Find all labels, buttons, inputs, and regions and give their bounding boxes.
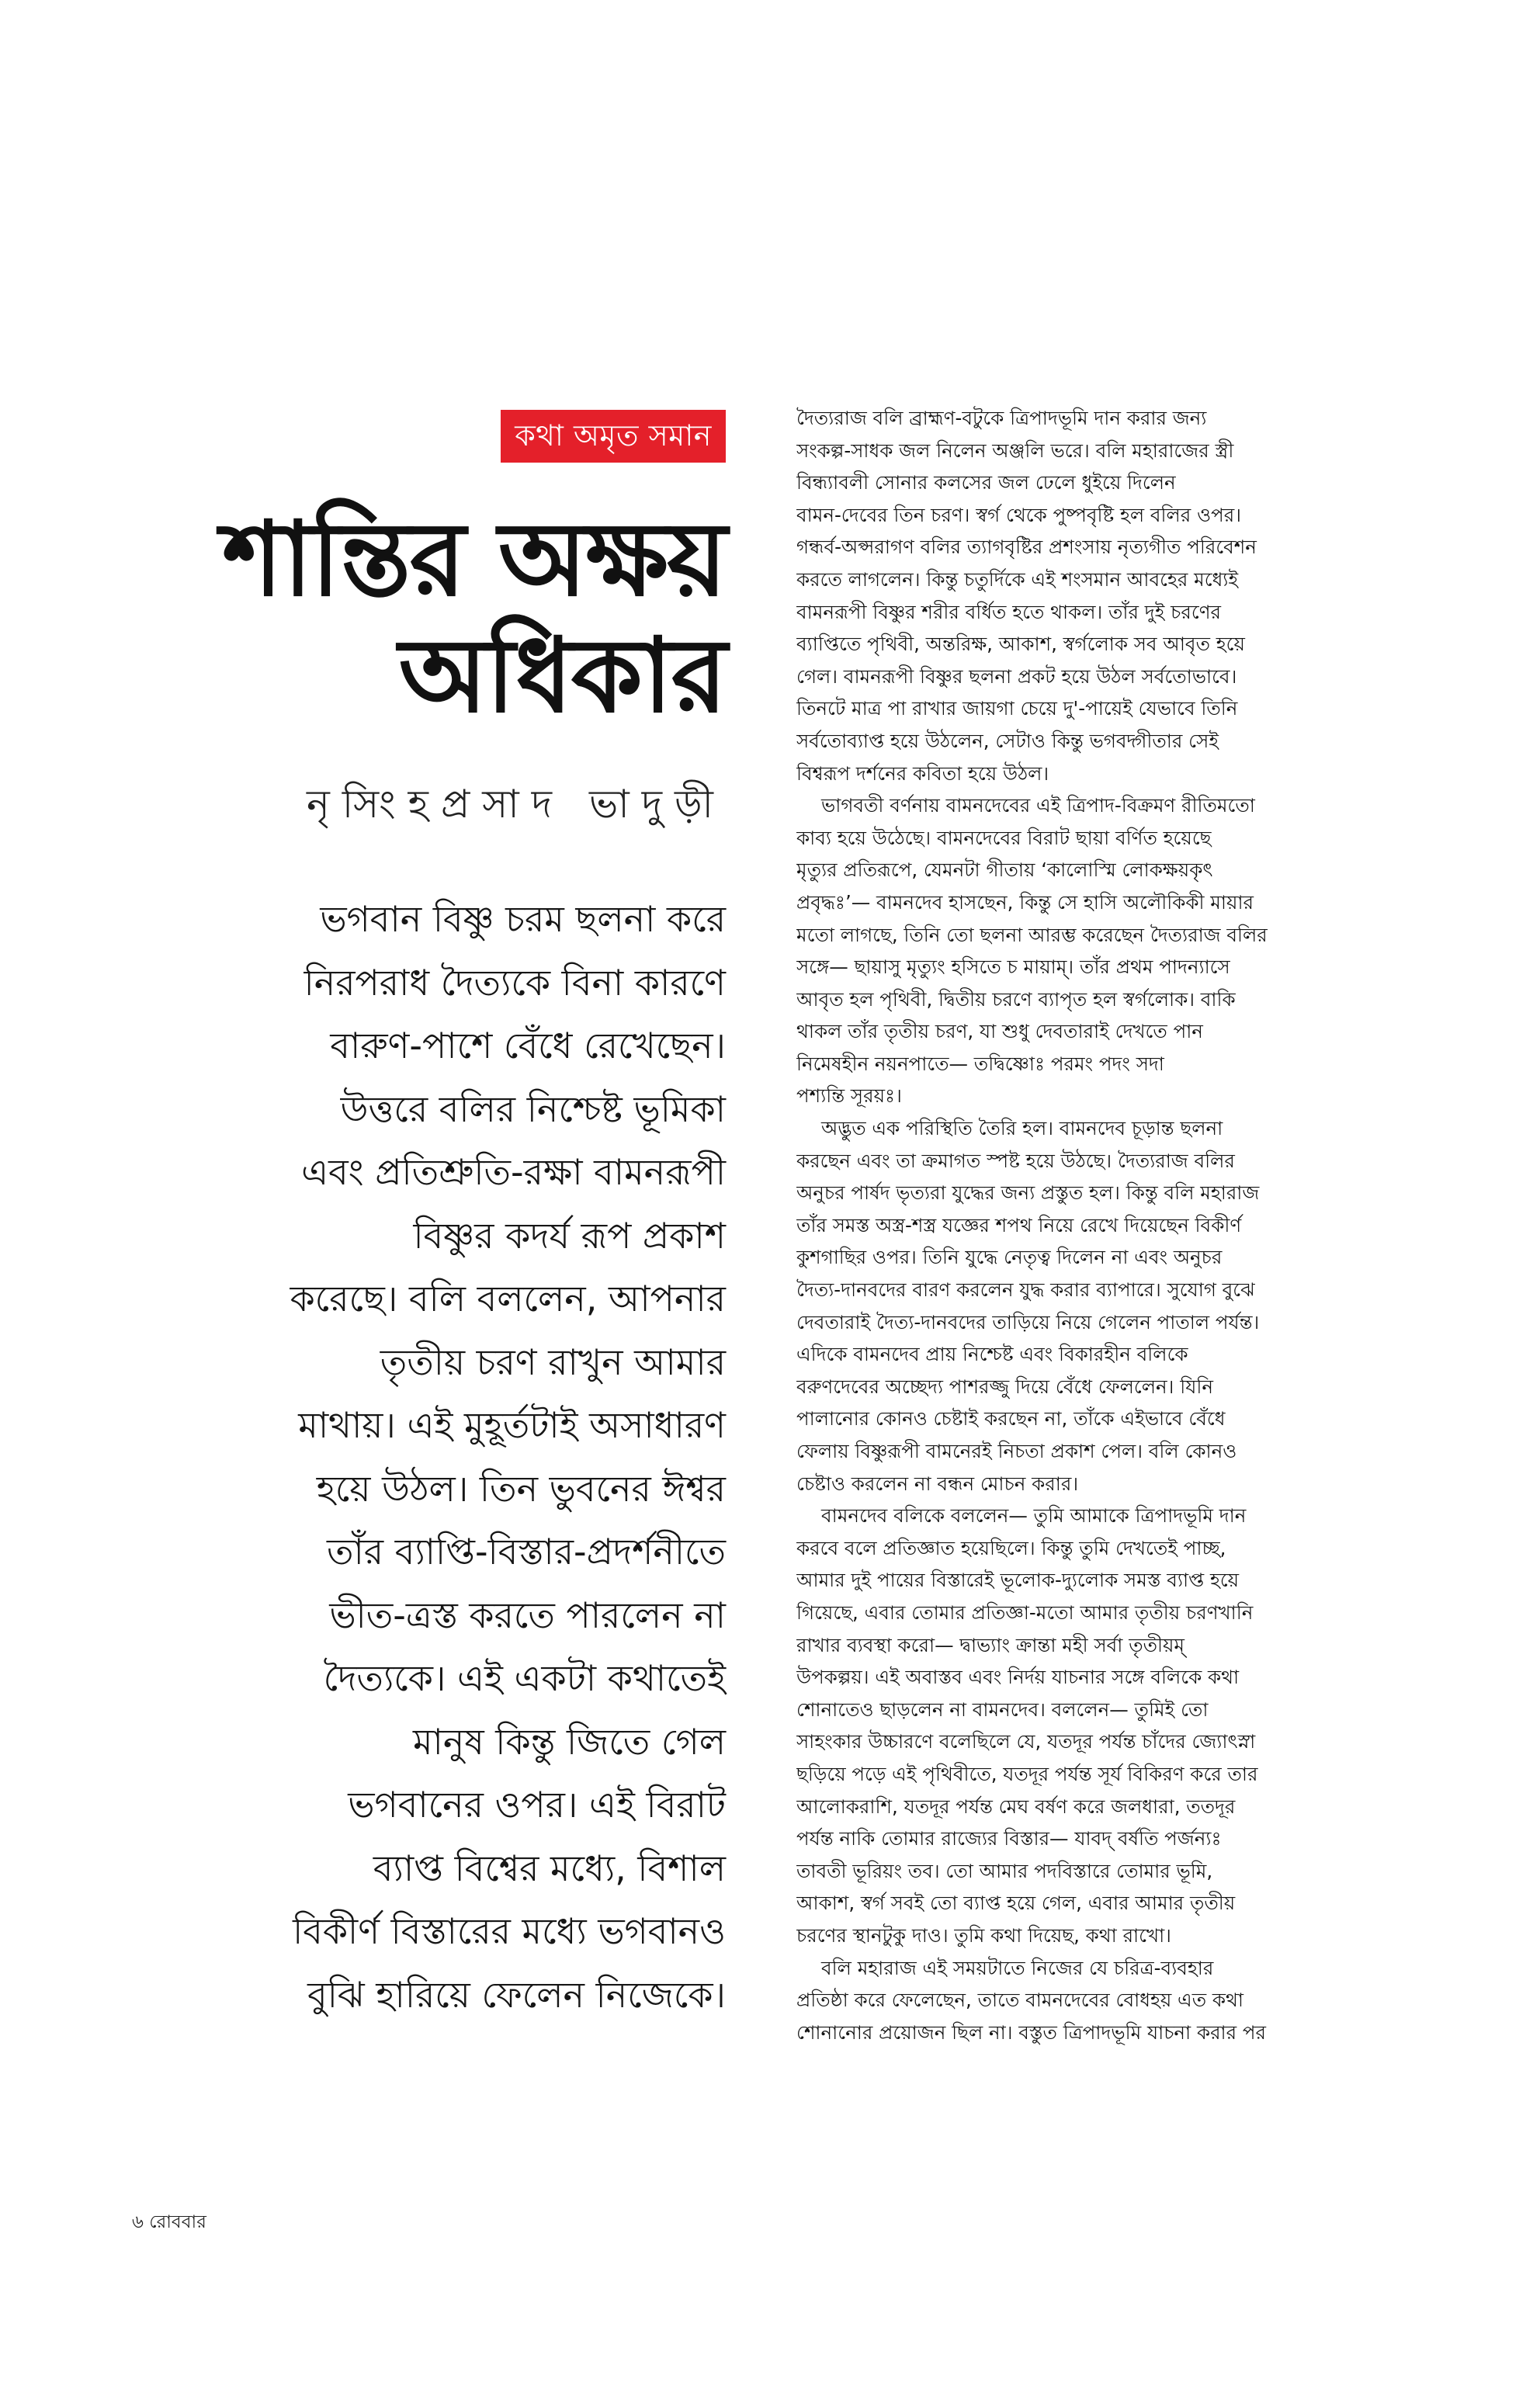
body-line: বামন-দেবের তিন চরণ। স্বর্গ থেকে পুষ্পবৃষ্টি হল বলির ওপর। (796, 503, 1241, 526)
intro-line: বুঝি হারিয়ে ফেলেন নিজেকে। (307, 1973, 726, 2016)
body-line: করবে বলে প্রতিজ্ঞাত হয়েছিলে। কিন্তু তুমি দেখতেই পাচ্ছ, (796, 1536, 1226, 1559)
body-line: আলোকরাশি, যতদূর পর্যন্ত মেঘ বর্ষণ করে জলধারা, ততদূর (796, 1795, 1236, 1818)
intro-line: ভগবান বিষ্ণু চরম ছলনা করে (320, 898, 726, 940)
intro-line: তৃতীয় চরণ রাখুন আমার (380, 1340, 726, 1383)
headline-line-1: শান্তির অক্ষয় (222, 500, 726, 619)
body-line: শোনাতেও ছাড়লেন না বামনদেব। বললেন— তুমিই তো (796, 1698, 1209, 1721)
body-line: গন্ধর্ব-অপ্সরাগণ বলির ত্যাগবৃষ্টির প্রশংসায় নৃত্যগীত পরিবেশন (796, 536, 1257, 559)
body-line: তাঁর সমস্ত অস্ত্র-শস্ত্র যজ্ঞের শপথ নিয়ে রেখে দিয়েছেন বিকীর্ণ (796, 1213, 1242, 1236)
intro-paragraph (179, 888, 726, 2027)
body-line: তাবতী ভূরিয়ং তব। তো আমার পদবিস্তারে তোমার ভূমি, (796, 1859, 1213, 1882)
article-left-column (179, 410, 726, 2027)
headline-line-2: অধিকার (398, 616, 726, 736)
body-line: অনুচর পার্ষদ ভৃত্যরা যুদ্ধের জন্য প্রস্তুত হল। কিন্তু বলি মহারাজ (796, 1181, 1260, 1205)
intro-line: মানুষ কিন্তু জিতে গেল (412, 1720, 726, 1763)
body-line: থাকল তাঁর তৃতীয় চরণ, যা শুধু দেবতারাই দেখতে পান (796, 1020, 1203, 1043)
body-line: বরুণদেবের অচ্ছেদ্য পাশরজ্জু দিয়ে বেঁধে ফেললেন। যিনি (796, 1375, 1213, 1398)
author-byline: নৃসিংহপ্রসাদ ভাদুড়ী (306, 782, 726, 827)
body-line: সর্বতোব্যাপ্ত হয়ে উঠলেন, সেটাও কিন্তু ভগবদ্গীতার সেই (796, 729, 1219, 752)
intro-line: উত্তরে বলির নিশ্চেষ্ট ভূমিকা (340, 1087, 726, 1130)
page-footer: ৬ রোববার (132, 2212, 206, 2232)
article-headline (179, 501, 726, 734)
intro-line: দৈত্যকে। এই একটা কথাতেই (323, 1657, 726, 1699)
body-line: শোনানোর প্রয়োজন ছিল না। বস্তুত ত্রিপাদভূমি যাচনা করার পর (796, 2020, 1267, 2044)
body-line: উপকল্পয়। এই অবাস্তব এবং নির্দয় যাচনার সঙ্গে বলিকে কথা (796, 1666, 1240, 1689)
body-line: আবৃত হল পৃথিবী, দ্বিতীয় চরণে ব্যাপৃত হল স্বর্গলোক। বাকি (796, 987, 1236, 1011)
body-line: পশ্যন্তি সূরয়ঃ। (796, 1084, 902, 1108)
body-line: তিনটে মাত্র পা রাখার জায়গা চেয়ে দু'-পায়েই যেভাবে তিনি (796, 697, 1238, 720)
intro-line: নিরপরাধ দৈত্যকে বিনা কারণে (303, 961, 726, 1004)
body-line: গেল। বামনরূপী বিষ্ণুর ছলনা প্রকট হয়ে উঠল সর্বতোভাবে। (796, 664, 1237, 688)
intro-line: বিকীর্ণ বিস্তারের মধ্যে ভগবানও (293, 1910, 726, 1952)
intro-line: তাঁর ব্যাপ্তি-বিস্তার-প্রদর্শনীতে (326, 1531, 726, 1573)
body-line: প্রবৃদ্ধঃ’— বামনদেব হাসছেন, কিন্তু সে হাসি অলৌকিকী মায়ার (796, 890, 1254, 914)
body-line: ভাগবতী বর্ণনায় বামনদেবের এই ত্রিপাদ-বিক্রমণ রীতিমতো (821, 794, 1255, 817)
body-line: প্রতিষ্ঠা করে ফেলেছেন, তাতে বামনদেবের বোধহয় এত কথা (796, 1989, 1243, 2012)
intro-line: এবং প্রতিশ্রুতি-রক্ষা বামনরূপী (301, 1151, 726, 1193)
body-line: চেষ্টাও করলেন না বন্ধন মোচন করার। (796, 1472, 1079, 1495)
intro-line: বিষ্ণুর কদর্য রূপ প্রকাশ (413, 1214, 726, 1257)
body-line: দেবতারাই দৈত্য-দানবদের তাড়িয়ে নিয়ে গেলেন পাতাল পর্যন্ত। (796, 1310, 1260, 1333)
body-line: সংকল্প-সাধক জল নিলেন অঞ্জলি ভরে। বলি মহারাজের স্ত্রী (796, 439, 1234, 462)
article-body-column (796, 402, 1394, 2048)
body-line: গিয়েছে, এবার তোমার প্রতিজ্ঞা-মতো আমার তৃতীয় চরণখানি (796, 1601, 1254, 1624)
body-line: নিমেষহীন নয়নপাতে— তদ্বিষ্ণোঃ পরমং পদং সদা (796, 1052, 1164, 1075)
body-line: মতো লাগছে, তিনি তো ছলনা আরম্ভ করেছেন দৈত্যরাজ বলির (796, 923, 1268, 946)
body-line: এদিকে বামনদেব প্রায় নিশ্চেষ্ট এবং বিকারহীন বলিকে (796, 1343, 1188, 1366)
body-line: কুশগাছির ওপর। তিনি যুদ্ধে নেতৃত্ব দিলেন না এবং অনুচর (796, 1246, 1223, 1269)
intro-line: ব্যাপ্ত বিশ্বের মধ্যে, বিশাল (373, 1847, 726, 1889)
body-line: দৈত্যরাজ বলি ব্রাহ্মণ-বটুকে ত্রিপাদভূমি দান করার জন্য (796, 407, 1207, 429)
intro-line: করেছে। বলি বললেন, আপনার (290, 1278, 726, 1320)
body-line: বামনরূপী বিষ্ণুর শরীর বর্ধিত হতে থাকল। তাঁর দুই চরণের (796, 600, 1222, 623)
body-line: রাখার ব্যবস্থা করো— দ্বাভ্যাং ক্রান্তা মহী সর্বা তৃতীয়ম্ (796, 1633, 1185, 1656)
body-line: মৃত্যুর প্রতিরূপে, যেমনটা গীতায় ‘কালোস্মি লোকক্ষয়কৃৎ (796, 858, 1213, 882)
body-line: কাব্য হয়ে উঠেছে। বামনদেবের বিরাট ছায়া বর্ণিত হয়েছে (796, 826, 1212, 849)
body-line: বামনদেব বলিকে বললেন— তুমি আমাকে ত্রিপাদভূমি দান (821, 1504, 1247, 1528)
body-line: সাহংকার উচ্চারণে বলেছিলে যে, যতদূর পর্যন্ত চাঁদের জ্যোৎস্না (796, 1730, 1256, 1753)
body-line: চরণের স্থানটুকু দাও। তুমি কথা দিয়েছ, কথা রাখো। (796, 1923, 1171, 1947)
body-line: বিন্ধ্যাবলী সোনার কলসের জল ঢেলে ধুইয়ে দিলেন (796, 471, 1176, 494)
intro-line: বারুণ-পাশে বেঁধে রেখেছেন। (330, 1025, 726, 1066)
body-line: ফেলায় বিষ্ণুরূপী বামনেরই নিচতা প্রকাশ পেল। বলি কোনও (796, 1440, 1237, 1462)
body-line: অদ্ভুত এক পরিস্থিতি তৈরি হল। বামনদেব চূড়ান্ত ছলনা (821, 1117, 1223, 1140)
body-line: পালানোর কোনও চেষ্টাই করছেন না, তাঁকে এইভাবে বেঁধে (796, 1407, 1226, 1431)
body-line: দৈত্য-দানবদের বারণ করলেন যুদ্ধ করার ব্যাপারে। সুযোগ বুঝে (796, 1278, 1255, 1302)
body-line: করছেন এবং তা ক্রমাগত স্পষ্ট হয়ে উঠছে। দৈত্যরাজ বলির (796, 1149, 1235, 1172)
intro-line: মাথায়। এই মুহূর্তটাই অসাধারণ (298, 1404, 726, 1446)
body-line: সঙ্গে— ছায়াসু মৃত্যুং হসিতে চ মায়াম্। তাঁর প্রথম পাদন্যাসে (796, 955, 1230, 979)
body-line: পর্যন্ত নাকি তোমার রাজ্যের বিস্তার— যাবদ্ বর্ষতি পর্জন্যঃ (796, 1827, 1222, 1850)
body-line: আমার দুই পায়ের বিস্তারেই ভূলোক-দ্যুলোক সমস্ত ব্যাপ্ত হয়ে (796, 1569, 1240, 1592)
body-line: আকাশ, স্বর্গ সবই তো ব্যাপ্ত হয়ে গেল, এবার আমার তৃতীয় (796, 1892, 1236, 1915)
body-line: করতে লাগলেন। কিন্তু চতুর্দিকে এই শংসমান আবহের মধ্যেই (796, 567, 1239, 591)
intro-line: ভগবানের ওপর। এই বিরাট (348, 1784, 726, 1826)
body-line: বলি মহারাজ এই সময়টাতে নিজের যে চরিত্র-ব্যবহার (821, 1956, 1214, 1979)
intro-line: ভীত-ত্রস্ত করতে পারলেন না (329, 1594, 726, 1636)
intro-line: হয়ে উঠল। তিন ভুবনের ঈশ্বর (316, 1467, 726, 1510)
section-tag: কথা অমৃত সমান (501, 410, 726, 463)
body-line: বিশ্বরূপ দর্শনের কবিতা হয়ে উঠল। (796, 761, 1049, 785)
body-line: ব্যাপ্তিতে পৃথিবী, অন্তরিক্ষ, আকাশ, স্বর্গলোক সব আবৃত হয়ে (796, 633, 1245, 656)
body-line: ছড়িয়ে পড়ে এই পৃথিবীতে, যতদূর পর্যন্ত সূর্য বিকিরণ করে তার (796, 1762, 1258, 1785)
